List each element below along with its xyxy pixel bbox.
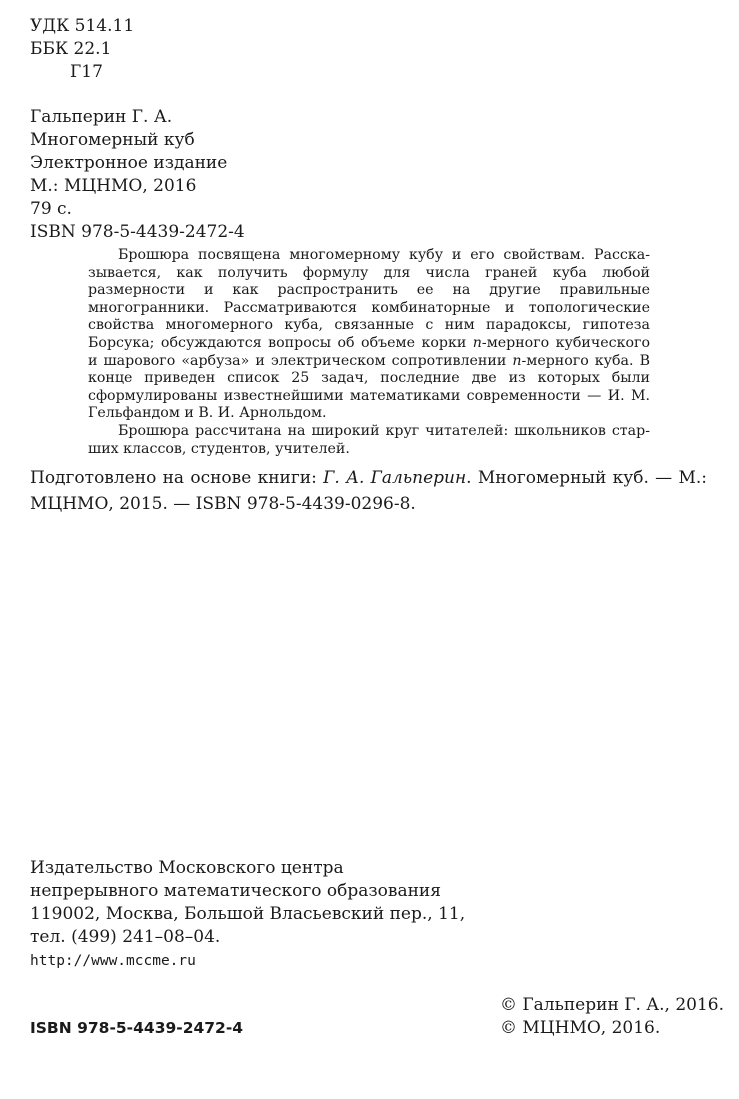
source-note-suffix: . Многомерный куб. — М.: МЦНМО, 2015. — ISBN 978-5-4439-0296-8.	[30, 468, 708, 514]
abstract-var-n-2: n	[512, 352, 522, 369]
footer-isbn: ISBN 978-5-4439-2472-4	[30, 1019, 244, 1037]
publisher-name-2: непрерывного математического образования	[30, 881, 441, 901]
abstract-paragraph-1	[88, 247, 650, 423]
abstract-text-part-2: -мерного кубического и шарового «арбуза» и электрическом сопротивлении	[88, 334, 650, 369]
source-note-author: Г. А. Гальперин	[323, 468, 467, 488]
abstract-paragraph-2: Брошюра рассчитана на широкий круг читателей: школьников старших классов, студентов, учителей.	[88, 422, 650, 457]
page-count: 79 с.	[30, 199, 72, 219]
book-author: Гальперин Г. А.	[30, 107, 173, 127]
publisher-url[interactable]: http://www.mccme.ru	[30, 953, 196, 969]
publisher-year: М.: МЦНМО, 2016	[30, 176, 197, 196]
abstract	[88, 247, 650, 458]
book-isbn: ISBN 978-5-4439-2472-4	[30, 222, 245, 242]
publisher-address: 119002, Москва, Большой Власьевский пер., 11,	[30, 904, 466, 924]
copyright-author: © Гальперин Г. А., 2016.	[500, 995, 725, 1015]
book-title: Многомерный куб	[30, 130, 195, 150]
book-edition: Электронное издание	[30, 153, 228, 173]
copyright-publisher: © МЦНМО, 2016.	[500, 1018, 661, 1038]
abstract-text-part-1: Брошюра посвящена многомерному кубу и его свойствам. Рассказывается, как получить формулу для числа граней куба любой размерности и как распространить ее на другие правильные многогранники. Рассматриваются комбинаторные и топологические свойства многомерного куба, связанные с ним парадоксы, гипотеза Борсука; обсуждаются вопросы об объеме корки	[88, 247, 650, 351]
publisher-name-1: Издательство Московского центра	[30, 858, 344, 878]
abstract-var-n-1: n	[472, 334, 482, 351]
source-note	[30, 465, 707, 517]
author-mark: Г17	[70, 62, 103, 82]
udk-code: УДК 514.11	[30, 16, 135, 36]
bbk-code: ББК 22.1	[30, 39, 112, 59]
abstract-text-part-3: -мерного куба. В конце приведен список 25 задач, последние две из которых были сформулированы известнейшими математиками современности — И. М. Гельфандом и В. И. Арнольдом.	[88, 352, 650, 422]
source-note-prefix: Подготовлено на основе книги:	[30, 468, 324, 488]
publisher-phone: тел. (499) 241–08–04.	[30, 927, 221, 947]
